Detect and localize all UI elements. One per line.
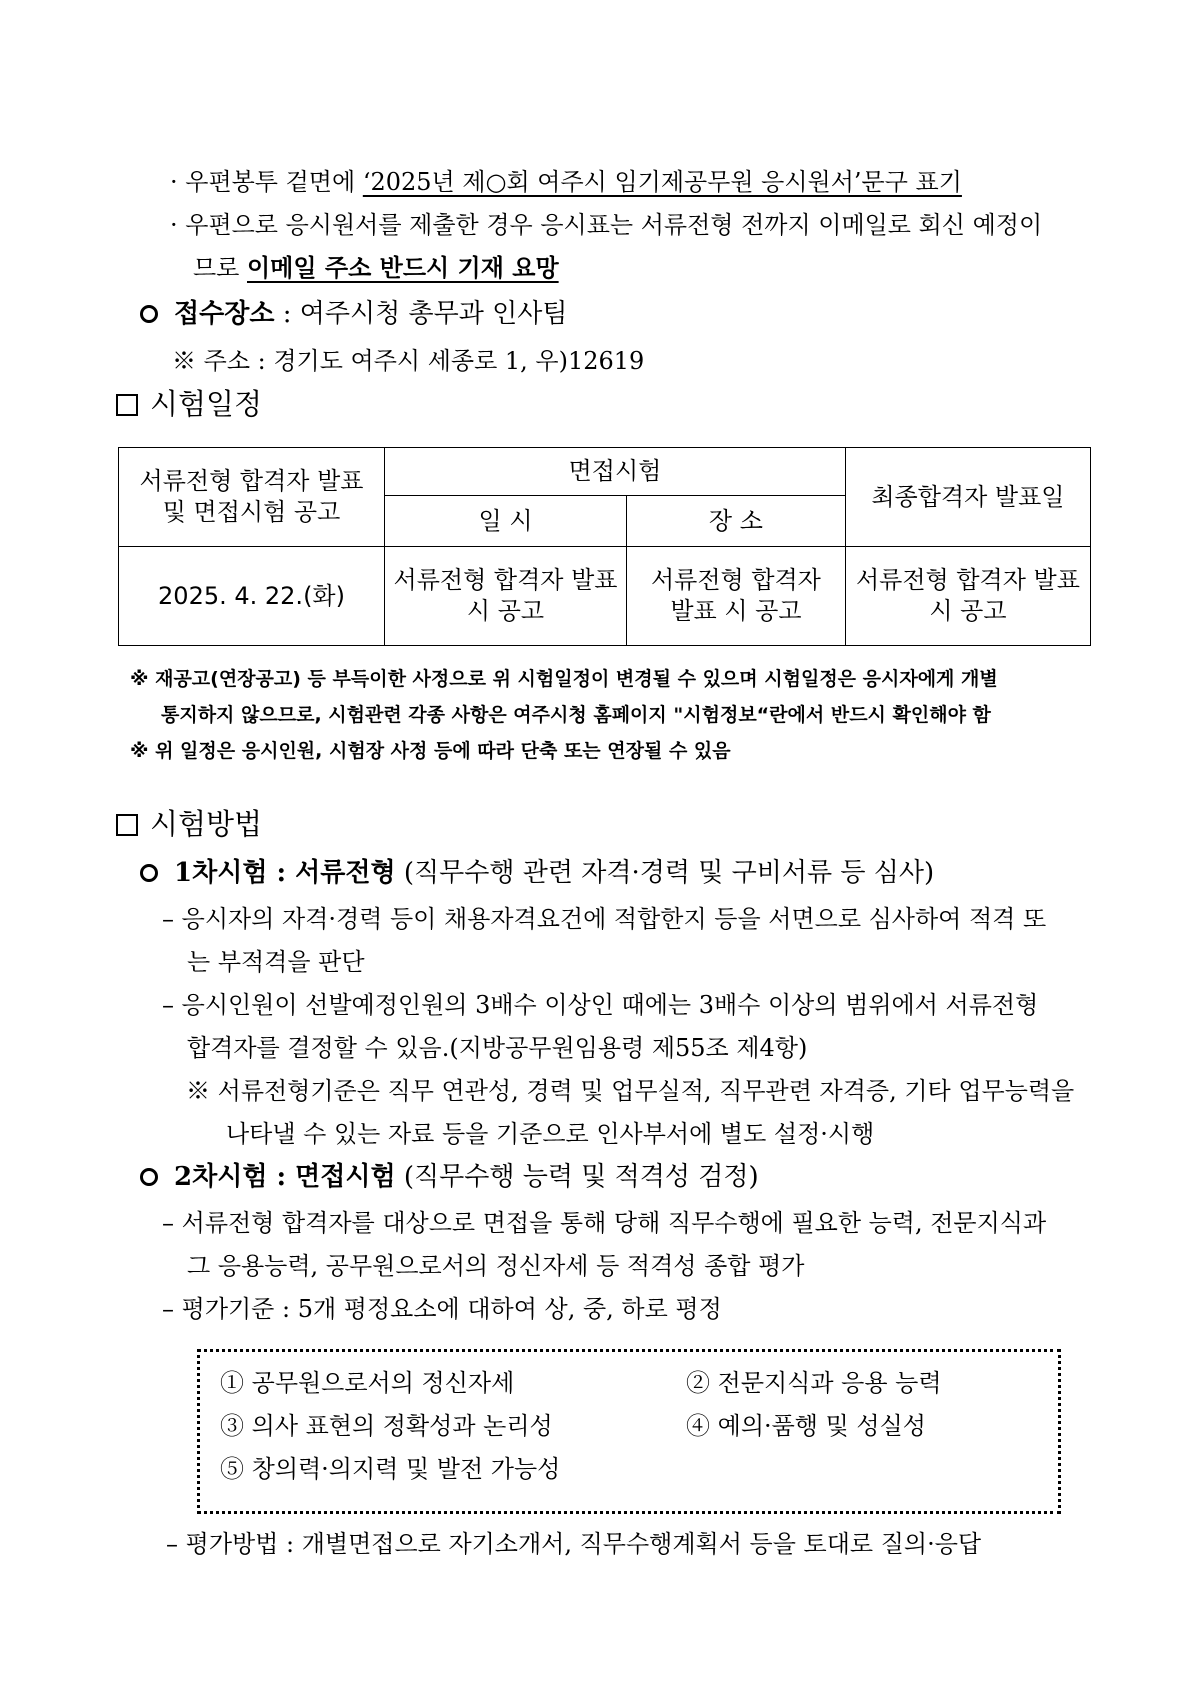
second-exam-bullet1-line2: 그 응용능력, 공무원으로서의 정신자세 등 적격성 종합 평가: [187, 1252, 805, 1280]
method-heading-text: 시험방법: [150, 807, 263, 841]
first-exam-note-line2: 나타낼 수 있는 자료 등을 기준으로 인사부서에 별도 설정·시행: [226, 1120, 875, 1148]
header-interview: 면접시험: [385, 448, 846, 496]
envelope-instruction: [170, 165, 962, 199]
header-document-announcement: [119, 448, 385, 547]
header-document-announcement-l2: 및 면접시험 공고: [162, 498, 341, 527]
reception-value: : 여주시청 총무과 인사팀: [274, 299, 568, 329]
second-exam-desc: (직무수행 능력 및 적격성 검정): [395, 1162, 759, 1192]
second-exam-title-text: 2차시험 : 면접시험: [174, 1162, 396, 1192]
cell-final-date: [845, 547, 1090, 646]
second-exam-title: [140, 1160, 759, 1194]
schedule-note1-line1: ※ 재공고(연장공고) 등 부득이한 사정으로 위 시험일정이 변경될 수 있으며 시험일정은 응시자에게 개별: [130, 668, 998, 690]
first-exam-bullet2-line2: 합격자를 결정할 수 있음.(지방공무원임용령 제55조 제4항): [187, 1034, 808, 1062]
cell-interview-place-l2: 발표 시 공고: [670, 597, 802, 626]
first-exam-title-text: 1차시험 : 서류전형: [174, 858, 396, 888]
method-heading: [116, 807, 262, 841]
circle-bullet-icon: [140, 305, 158, 323]
email-required-notice: 이메일 주소 반드시 기재 요망: [247, 253, 559, 282]
criterion-4: ④ 예의·품행 및 성실성: [686, 1412, 926, 1440]
header-final-announcement: 최종합격자 발표일: [845, 448, 1090, 547]
envelope-instruction-underlined: ‘2025년 제○회 여주시 임기제공무원 응시원서’문구 표기: [362, 168, 962, 196]
reception-place: [140, 297, 567, 331]
first-exam-note-line1: ※ 서류전형기준은 직무 연관성, 경력 및 업무실적, 직무관련 자격증, 기타 업무능력을: [186, 1077, 1075, 1105]
cell-final-date-l2: 시 공고: [929, 597, 1007, 626]
header-datetime: 일 시: [385, 496, 627, 547]
cell-announcement-date: 2025. 4. 22.(화): [119, 547, 385, 646]
first-exam-bullet1-line1: – 응시자의 자격·경력 등이 채용자격요건에 적합한지 등을 서면으로 심사하여 적격 또: [162, 905, 1047, 933]
mail-instruction-line2: [193, 251, 559, 285]
mail-instruction-line1: · 우편으로 응시원서를 제출한 경우 응시표는 서류전형 전까지 이메일로 회신 예정이: [170, 211, 1043, 239]
first-exam-bullet1-line2: 는 부적격을 판단: [187, 948, 365, 976]
cell-final-date-l1: 서류전형 합격자 발표: [855, 566, 1080, 595]
cell-interview-place: [626, 547, 845, 646]
square-bullet-icon: [116, 394, 138, 416]
criterion-2: ② 전문지식과 응용 능력: [686, 1369, 942, 1397]
schedule-heading: [116, 387, 262, 421]
first-exam-bullet2-line1: – 응시인원이 선발예정인원의 3배수 이상인 때에는 3배수 이상의 범위에서 서류전형: [162, 991, 1039, 1019]
mail-instruction-line2-prefix: 므로: [193, 254, 247, 282]
header-document-announcement-l1: 서류전형 합격자 발표: [139, 467, 364, 496]
schedule-note1-line2: 통지하지 않으므로, 시험관련 각종 사항은 여주시청 홈페이지 "시험정보“란에서 반드시 확인해야 함: [161, 704, 991, 726]
second-exam-bullet2: – 평가기준 : 5개 평정요소에 대하여 상, 중, 하로 평정: [162, 1295, 722, 1323]
reception-label: 접수장소: [174, 299, 275, 329]
schedule-table: [118, 447, 1091, 646]
criterion-1: ① 공무원으로서의 정신자세: [220, 1369, 515, 1397]
schedule-heading-text: 시험일정: [150, 387, 263, 421]
first-exam-title: [140, 856, 934, 890]
first-exam-desc: (직무수행 관련 자격·경력 및 구비서류 등 심사): [395, 858, 935, 888]
circle-bullet-icon: [140, 1168, 158, 1186]
square-bullet-icon: [116, 814, 138, 836]
header-place: 장 소: [626, 496, 845, 547]
circle-bullet-icon: [140, 864, 158, 882]
second-exam-bullet1-line1: – 서류전형 합격자를 대상으로 면접을 통해 당해 직무수행에 필요한 능력, 전문지식과: [162, 1209, 1047, 1237]
second-exam-bullet3: – 평가방법 : 개별면접으로 자기소개서, 직무수행계획서 등을 토대로 질의·응답: [166, 1530, 982, 1558]
criterion-3: ③ 의사 표현의 정확성과 논리성: [220, 1412, 553, 1440]
cell-interview-datetime-l2: 시 공고: [466, 597, 545, 626]
address-note: ※ 주소 : 경기도 여주시 세종로 1, 우)12619: [172, 347, 645, 375]
cell-interview-datetime: [385, 547, 627, 646]
cell-interview-place-l1: 서류전형 합격자: [650, 566, 821, 595]
envelope-instruction-prefix: · 우편봉투 겉면에: [170, 168, 363, 196]
cell-interview-datetime-l1: 서류전형 합격자 발표: [393, 566, 618, 595]
criterion-5: ⑤ 창의력·의지력 및 발전 가능성: [220, 1455, 561, 1483]
schedule-note2: ※ 위 일정은 응시인원, 시험장 사정 등에 따라 단축 또는 연장될 수 있음: [130, 740, 731, 762]
